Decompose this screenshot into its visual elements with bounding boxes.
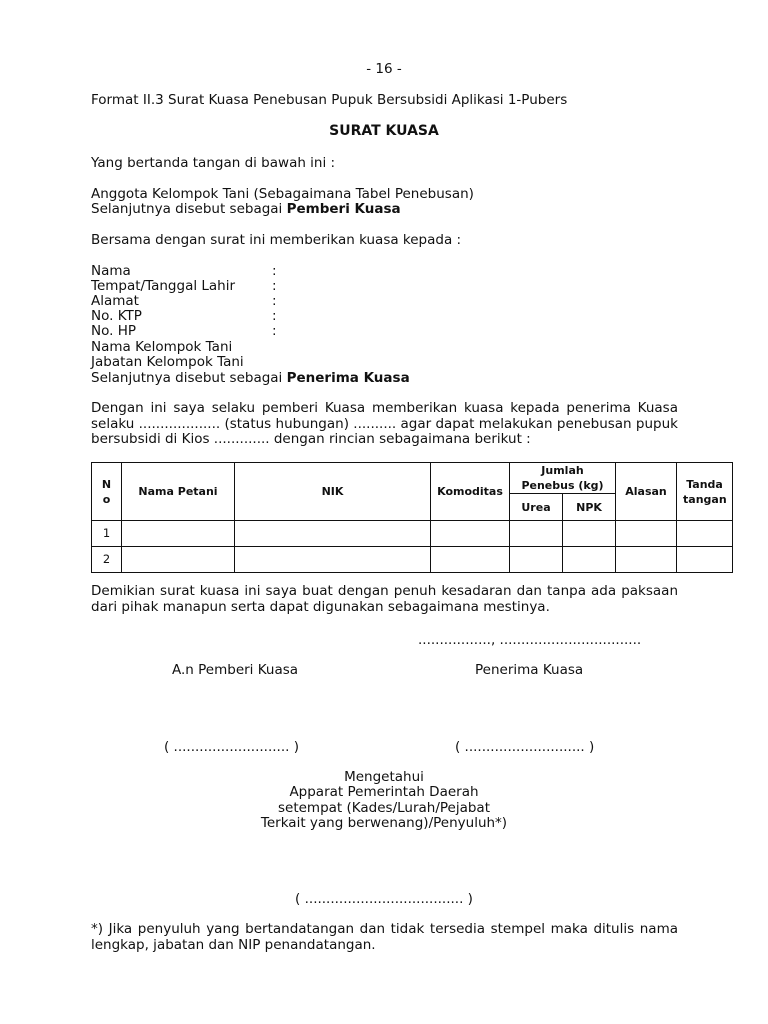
header-nama-petani: Nama Petani — [122, 463, 235, 521]
table-row — [92, 521, 733, 547]
cell-tanda-tangan — [677, 521, 733, 547]
field-colon: : — [272, 323, 277, 339]
document-title: SURAT KUASA — [329, 123, 439, 139]
cell-alasan — [616, 547, 677, 573]
pemberi-prefix: Selanjutnya disebut sebagai — [91, 201, 287, 217]
header-jumlah-penebus: Jumlah Penebus (kg) — [510, 463, 616, 494]
pemberi-line-1: Anggota Kelompok Tani (Sebagaimana Tabel Penebusan) — [91, 186, 474, 202]
penerima-kuasa-term: Penerima Kuasa — [286, 370, 410, 386]
mengetahui-line-2: Apparat Pemerintah Daerah — [289, 784, 479, 800]
cell-urea — [510, 547, 563, 573]
cell-nik — [235, 521, 431, 547]
cell-alasan — [616, 521, 677, 547]
pemberi-kuasa-label: A.n Pemberi Kuasa — [172, 662, 299, 678]
field-label-jabatan: Jabatan Kelompok Tani — [91, 354, 244, 370]
place-date: ................., ................................. — [418, 632, 642, 648]
row-number: 2 — [92, 547, 122, 573]
format-title: Format II.3 Surat Kuasa Penebusan Pupuk Bersubsidi Aplikasi 1-Pubers — [91, 92, 568, 108]
field-label-kelompok: Nama Kelompok Tani — [91, 339, 233, 355]
field-label-alamat: Alamat — [91, 293, 139, 309]
header-no: N o — [92, 463, 122, 521]
mengetahui-signature-blank: ( ..................................... ) — [295, 891, 473, 907]
field-colon: : — [272, 263, 277, 279]
row-number: 1 — [92, 521, 122, 547]
pemberi-kuasa-term: Pemberi Kuasa — [286, 201, 401, 217]
authorization-paragraph: Dengan ini saya selaku pemberi Kuasa memberikan kuasa kepada penerima Kuasa selaku ................... (status hubungan) .......... agar dapat melakukan penebusan pupuk bersubsidi di Kios ............. dengan rincian sebagaimana berikut : — [91, 400, 678, 447]
header-alasan: Alasan — [616, 463, 677, 521]
cell-nama-petani — [122, 521, 235, 547]
penerima-kuasa-label: Penerima Kuasa — [475, 662, 584, 678]
cell-komoditas — [431, 547, 510, 573]
penerima-prefix: Selanjutnya disebut sebagai — [91, 370, 287, 386]
header-urea: Urea — [510, 494, 563, 521]
mengetahui-line-3: setempat (Kades/Lurah/Pejabat — [277, 800, 491, 816]
field-label-ttl: Tempat/Tanggal Lahir — [91, 278, 236, 294]
cell-tanda-tangan — [677, 547, 733, 573]
bersama-text: Bersama dengan surat ini memberikan kuasa kepada : — [91, 232, 462, 248]
cell-nik — [235, 547, 431, 573]
penerima-line — [91, 370, 410, 386]
cell-npk — [563, 521, 616, 547]
field-label-nama: Nama — [91, 263, 131, 279]
penerima-signature-blank: ( ............................ ) — [455, 739, 595, 755]
pemberi-line-2 — [91, 201, 401, 217]
page-number: - 16 - — [366, 61, 402, 77]
pemberi-signature-blank: ( ........................... ) — [164, 739, 299, 755]
closing-paragraph: Demikian surat kuasa ini saya buat dengan penuh kesadaran dan tanpa ada paksaan dari pihak manapun serta dapat digunakan sebagaimana mestinya. — [91, 583, 678, 615]
header-komoditas: Komoditas — [431, 463, 510, 521]
field-label-hp: No. HP — [91, 323, 136, 339]
header-npk: NPK — [563, 494, 616, 521]
cell-urea — [510, 521, 563, 547]
table-row — [92, 547, 733, 573]
footnote: *) Jika penyuluh yang bertandatangan dan tidak tersedia stempel maka ditulis nama lengkap, jabatan dan NIP penandatangan. — [91, 921, 678, 953]
cell-nama-petani — [122, 547, 235, 573]
field-colon: : — [272, 278, 277, 294]
field-colon: : — [272, 308, 277, 324]
mengetahui-line-4: Terkait yang berwenang)/Penyuluh*) — [260, 815, 508, 831]
header-nik: NIK — [235, 463, 431, 521]
rincian-table — [91, 462, 733, 573]
header-tanda-tangan: Tanda tangan — [677, 463, 733, 521]
mengetahui-line-1: Mengetahui — [344, 769, 424, 785]
field-label-ktp: No. KTP — [91, 308, 142, 324]
intro-text: Yang bertanda tangan di bawah ini : — [91, 155, 336, 171]
cell-npk — [563, 547, 616, 573]
field-colon: : — [272, 293, 277, 309]
cell-komoditas — [431, 521, 510, 547]
